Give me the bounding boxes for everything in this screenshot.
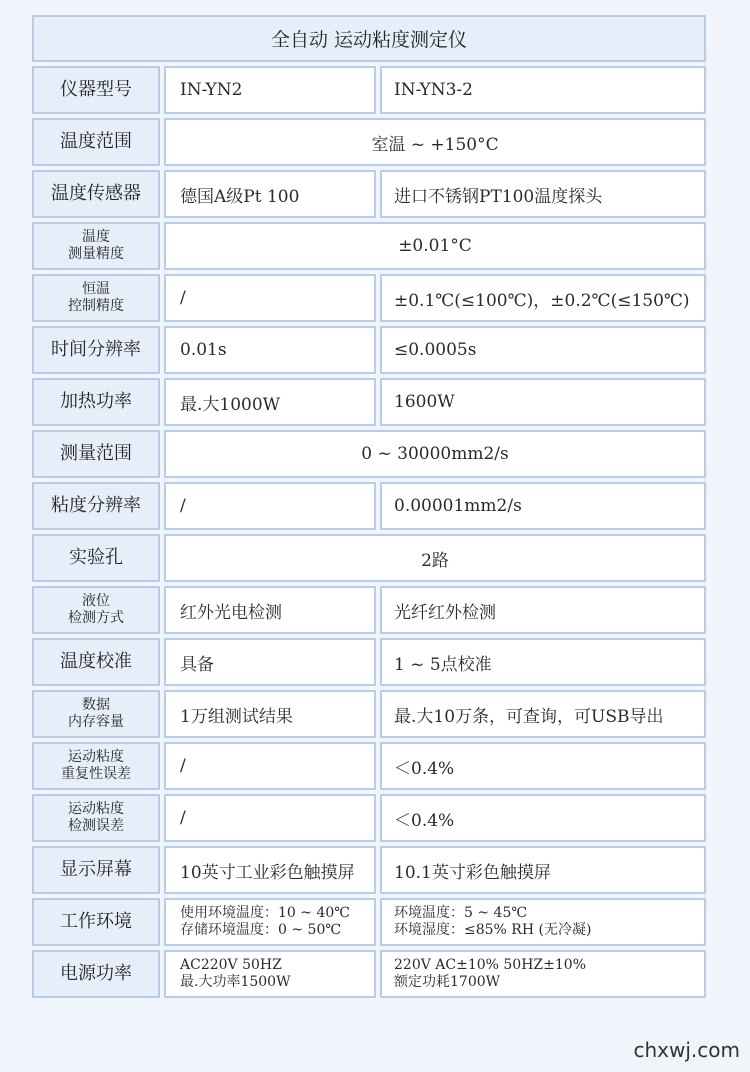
table-row <box>32 118 706 166</box>
row-label-line: 温度校准 <box>60 651 132 673</box>
row-label-line: 加热功率 <box>60 391 132 413</box>
row-value-span: 2路 <box>164 534 706 582</box>
value-model-yn3-2 <box>380 742 706 790</box>
row-label <box>32 794 160 842</box>
row-label-line: 重复性误差 <box>61 766 131 782</box>
value-line: 红外光电检测 <box>180 602 282 623</box>
row-label <box>32 430 160 478</box>
value-model-yn3-2 <box>380 482 706 530</box>
value-model-yn3-2 <box>380 586 706 634</box>
row-label-line: 控制精度 <box>68 298 124 314</box>
value-model-yn3-2 <box>380 170 706 218</box>
row-label <box>32 742 160 790</box>
row-label-line: 电源功率 <box>60 963 132 985</box>
table-row <box>32 430 706 478</box>
value-line: 具备 <box>180 654 214 675</box>
row-label <box>32 586 160 634</box>
value-model-yn2 <box>164 690 376 738</box>
table-row <box>32 326 706 374</box>
row-label <box>32 534 160 582</box>
value-line: 10英寸工业彩色触摸屏 <box>180 862 355 883</box>
value-model-yn2 <box>164 898 376 946</box>
value-line: 最.大功率1500W <box>180 974 291 990</box>
row-value-span: 室温 ~ +150°C <box>164 118 706 166</box>
table-row <box>32 66 706 114</box>
watermark: chxwj.com <box>633 1038 740 1062</box>
value-line: ＜0.4% <box>394 810 455 831</box>
row-label-line: 显示屏幕 <box>60 859 132 881</box>
value-line: / <box>180 288 186 308</box>
value-model-yn2 <box>164 586 376 634</box>
table-row <box>32 170 706 218</box>
value-line: ≤0.0005s <box>394 340 477 360</box>
value-model-yn3-2 <box>380 326 706 374</box>
row-label <box>32 482 160 530</box>
value-line: ±0.1℃(≤100℃)，±0.2℃(≤150℃) <box>394 290 690 311</box>
value-line: 最.大1000W <box>180 394 281 415</box>
row-label <box>32 378 160 426</box>
row-label-line: 运动粘度 <box>68 800 124 817</box>
value-model-yn3-2 <box>380 950 706 998</box>
row-label-line: 内存容量 <box>68 714 124 730</box>
value-line: 最.大10万条，可查询，可USB导出 <box>394 706 664 727</box>
table-row <box>32 846 706 894</box>
table-body <box>32 66 706 998</box>
value-line: AC220V 50HZ <box>180 956 282 973</box>
row-label <box>32 274 160 322</box>
table-row <box>32 638 706 686</box>
row-label <box>32 638 160 686</box>
table-row <box>32 222 706 270</box>
value-line: 220V AC±10% 50HZ±10% <box>394 956 587 973</box>
row-label-line: 时间分辨率 <box>51 339 141 361</box>
value-line: 1600W <box>394 392 455 412</box>
row-label <box>32 326 160 374</box>
table-row <box>32 586 706 634</box>
value-line: 环境湿度：≤85% RH (无冷凝) <box>394 922 592 938</box>
table-row <box>32 534 706 582</box>
table-row <box>32 898 706 946</box>
row-label-line: 测量精度 <box>68 246 124 262</box>
value-model-yn3-2 <box>380 378 706 426</box>
value-line: / <box>180 808 186 828</box>
value-line: 0.00001mm2/s <box>394 496 522 516</box>
value-model-yn2 <box>164 950 376 998</box>
value-line: 光纤红外检测 <box>394 602 496 623</box>
row-label-line: 恒温 <box>82 280 110 297</box>
table-row <box>32 690 706 738</box>
row-label-line: 工作环境 <box>60 911 132 933</box>
table-row <box>32 742 706 790</box>
table-row <box>32 794 706 842</box>
value-model-yn2 <box>164 66 376 114</box>
row-label-line: 温度传感器 <box>51 183 141 205</box>
value-model-yn3-2 <box>380 898 706 946</box>
row-label-line: 测量范围 <box>60 443 132 465</box>
value-model-yn2 <box>164 846 376 894</box>
value-model-yn2 <box>164 326 376 374</box>
value-line: IN-YN2 <box>180 80 243 100</box>
value-line: / <box>180 496 186 516</box>
row-label-line: 检测方式 <box>68 610 124 626</box>
value-line: 使用环境温度：10 ~ 40℃ <box>180 904 350 921</box>
row-label-line: 运动粘度 <box>68 748 124 765</box>
value-line: 环境温度：5 ~ 45℃ <box>394 904 528 921</box>
value-line: 10.1英寸彩色触摸屏 <box>394 862 551 883</box>
row-label-line: 温度 <box>82 228 110 245</box>
row-label-line: 数据 <box>82 696 110 713</box>
table-row <box>32 482 706 530</box>
value-line: 1 ~ 5点校准 <box>394 654 492 675</box>
value-model-yn3-2 <box>380 66 706 114</box>
value-model-yn3-2 <box>380 846 706 894</box>
row-label <box>32 222 160 270</box>
row-label <box>32 690 160 738</box>
value-model-yn3-2 <box>380 690 706 738</box>
row-label-line: 粘度分辨率 <box>51 495 141 517</box>
row-label <box>32 846 160 894</box>
value-line: IN-YN3-2 <box>394 80 473 100</box>
row-label-line: 液位 <box>82 592 110 609</box>
value-line: ＜0.4% <box>394 758 455 779</box>
table-title: 全自动 运动粘度测定仪 <box>32 15 706 62</box>
value-model-yn2 <box>164 378 376 426</box>
row-label <box>32 118 160 166</box>
row-value-span: 0 ~ 30000mm2/s <box>164 430 706 478</box>
value-model-yn2 <box>164 274 376 322</box>
value-model-yn3-2 <box>380 274 706 322</box>
value-line: 额定功耗1700W <box>394 974 501 990</box>
row-value-span: ±0.01°C <box>164 222 706 270</box>
value-model-yn2 <box>164 742 376 790</box>
value-model-yn3-2 <box>380 794 706 842</box>
value-model-yn2 <box>164 794 376 842</box>
value-line: 进口不锈钢PT100温度探头 <box>394 186 603 207</box>
value-line: 存储环境温度：0 ~ 50℃ <box>180 922 342 938</box>
value-line: 0.01s <box>180 340 227 360</box>
row-label <box>32 170 160 218</box>
value-line: 1万组测试结果 <box>180 706 293 727</box>
row-label <box>32 66 160 114</box>
row-label <box>32 898 160 946</box>
row-label-line: 检测误差 <box>68 818 124 834</box>
spec-table <box>32 15 706 998</box>
row-label-line: 仪器型号 <box>60 79 132 101</box>
value-line: / <box>180 756 186 776</box>
table-row <box>32 274 706 322</box>
row-label-line: 实验孔 <box>69 547 123 569</box>
value-model-yn3-2 <box>380 638 706 686</box>
row-label-line: 温度范围 <box>60 131 132 153</box>
value-model-yn2 <box>164 638 376 686</box>
value-model-yn2 <box>164 170 376 218</box>
value-model-yn2 <box>164 482 376 530</box>
table-row <box>32 378 706 426</box>
row-label <box>32 950 160 998</box>
table-row <box>32 950 706 998</box>
value-line: 德国A级Pt 100 <box>180 186 300 207</box>
